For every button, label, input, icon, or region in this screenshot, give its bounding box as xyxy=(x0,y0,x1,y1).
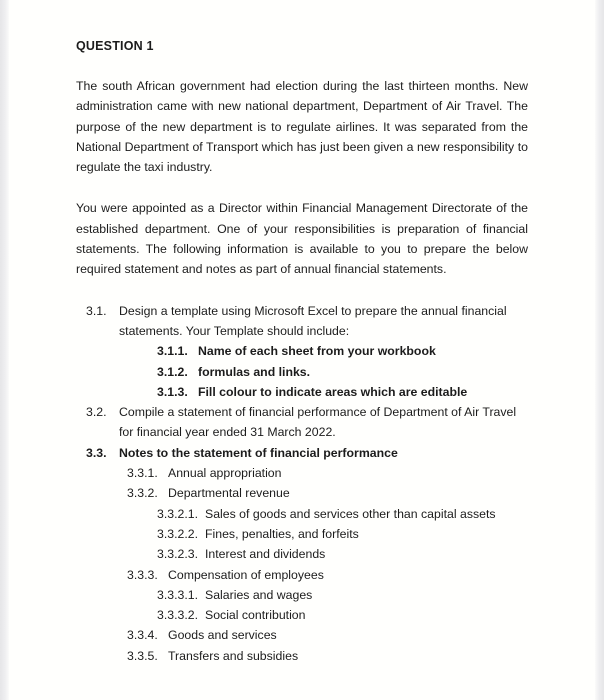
page-right-gutter xyxy=(595,0,604,700)
outline-number: 3.1. xyxy=(86,303,107,318)
page-title: QUESTION 1 xyxy=(76,39,154,53)
outline-text: Annual appropriation xyxy=(168,466,282,481)
outline-number: 3.3.2.2. xyxy=(157,526,199,541)
outline-number: 3.2. xyxy=(86,405,107,420)
outline-number: 3.3.4. xyxy=(127,628,158,643)
outline-text: Compile a statement of financial performance of Department of Air Travel for financial year ended 31 March 2022. xyxy=(119,405,517,440)
outline-item-3-3-3-1 xyxy=(157,585,528,605)
outline-item-3-1 xyxy=(86,301,528,342)
outline-item-3-1-2 xyxy=(157,362,528,382)
outline-item-3-3-1 xyxy=(127,463,528,483)
document-body xyxy=(76,38,528,666)
outline-item-3-3-3-2 xyxy=(157,605,528,625)
outline-item-3-3-4 xyxy=(127,625,528,645)
outline-number: 3.1.2. xyxy=(157,364,188,379)
outline-text: formulas and links. xyxy=(198,364,311,379)
outline-item-3-3-3 xyxy=(127,565,528,585)
outline-text: Fill colour to indicate areas which are editable xyxy=(198,384,468,399)
outline-number: 3.3.5. xyxy=(127,648,158,663)
outline-item-3-3-2 xyxy=(127,483,528,503)
outline-number: 3.3.2.3. xyxy=(157,547,199,562)
outline-item-3-3-2-3 xyxy=(157,544,528,564)
outline-item-3-1-3 xyxy=(157,382,528,402)
page-sheet xyxy=(9,0,595,700)
outline-number: 3.3.3. xyxy=(127,567,158,582)
outline-number: 3.3.1. xyxy=(127,466,158,481)
outline-text: Salaries and wages xyxy=(205,587,313,602)
outline-number: 3.3.2. xyxy=(127,486,158,501)
outline-item-3-2 xyxy=(86,402,528,443)
outline-item-3-3 xyxy=(86,443,528,463)
intro-paragraph-2: You were appointed as a Director within Financial Management Directorate of the established department. One of your responsibilities is preparation of financial statements. The following information is available to you to prepare the below required statement and notes as part of annual financial statements. xyxy=(76,201,528,277)
page-left-gutter xyxy=(0,0,9,700)
outline-text: Goods and services xyxy=(168,628,277,643)
outline-text: Transfers and subsidies xyxy=(168,648,299,663)
outline-text: Fines, penalties, and forfeits xyxy=(205,526,359,541)
outline-number: 3.3.2.1. xyxy=(157,506,199,521)
outline-text: Sales of goods and services other than capital assets xyxy=(205,506,496,521)
outline-item-3-1-1 xyxy=(157,341,528,361)
outline-number: 3.3. xyxy=(86,445,107,460)
outline-text: Interest and dividends xyxy=(205,547,326,562)
outline-text: Name of each sheet from your workbook xyxy=(198,344,436,359)
outline-text: Social contribution xyxy=(205,608,306,623)
outline-item-3-3-2-1 xyxy=(157,504,528,524)
outline-number: 3.3.3.1. xyxy=(157,587,199,602)
outline-text: Compensation of employees xyxy=(168,567,324,582)
outline-number: 3.1.3. xyxy=(157,384,188,399)
outline-item-3-3-2-2 xyxy=(157,524,528,544)
outline-text: Notes to the statement of financial performance xyxy=(119,445,398,460)
outline-text: Design a template using Microsoft Excel to prepare the annual financial statements. Your Template should include: xyxy=(119,303,507,338)
intro-paragraph-1: The south African government had election during the last thirteen months. New administration came with new national department, Department of Air Travel. The purpose of the new department is to regulate airlines. It was separated from the National Department of Transport which has just been given a new responsibility to regulate the taxi industry. xyxy=(76,79,528,175)
outline-number: 3.3.3.2. xyxy=(157,608,199,623)
outline-number: 3.1.1. xyxy=(157,344,188,359)
outline-text: Departmental revenue xyxy=(168,486,290,501)
outline-item-3-3-5 xyxy=(127,646,528,666)
